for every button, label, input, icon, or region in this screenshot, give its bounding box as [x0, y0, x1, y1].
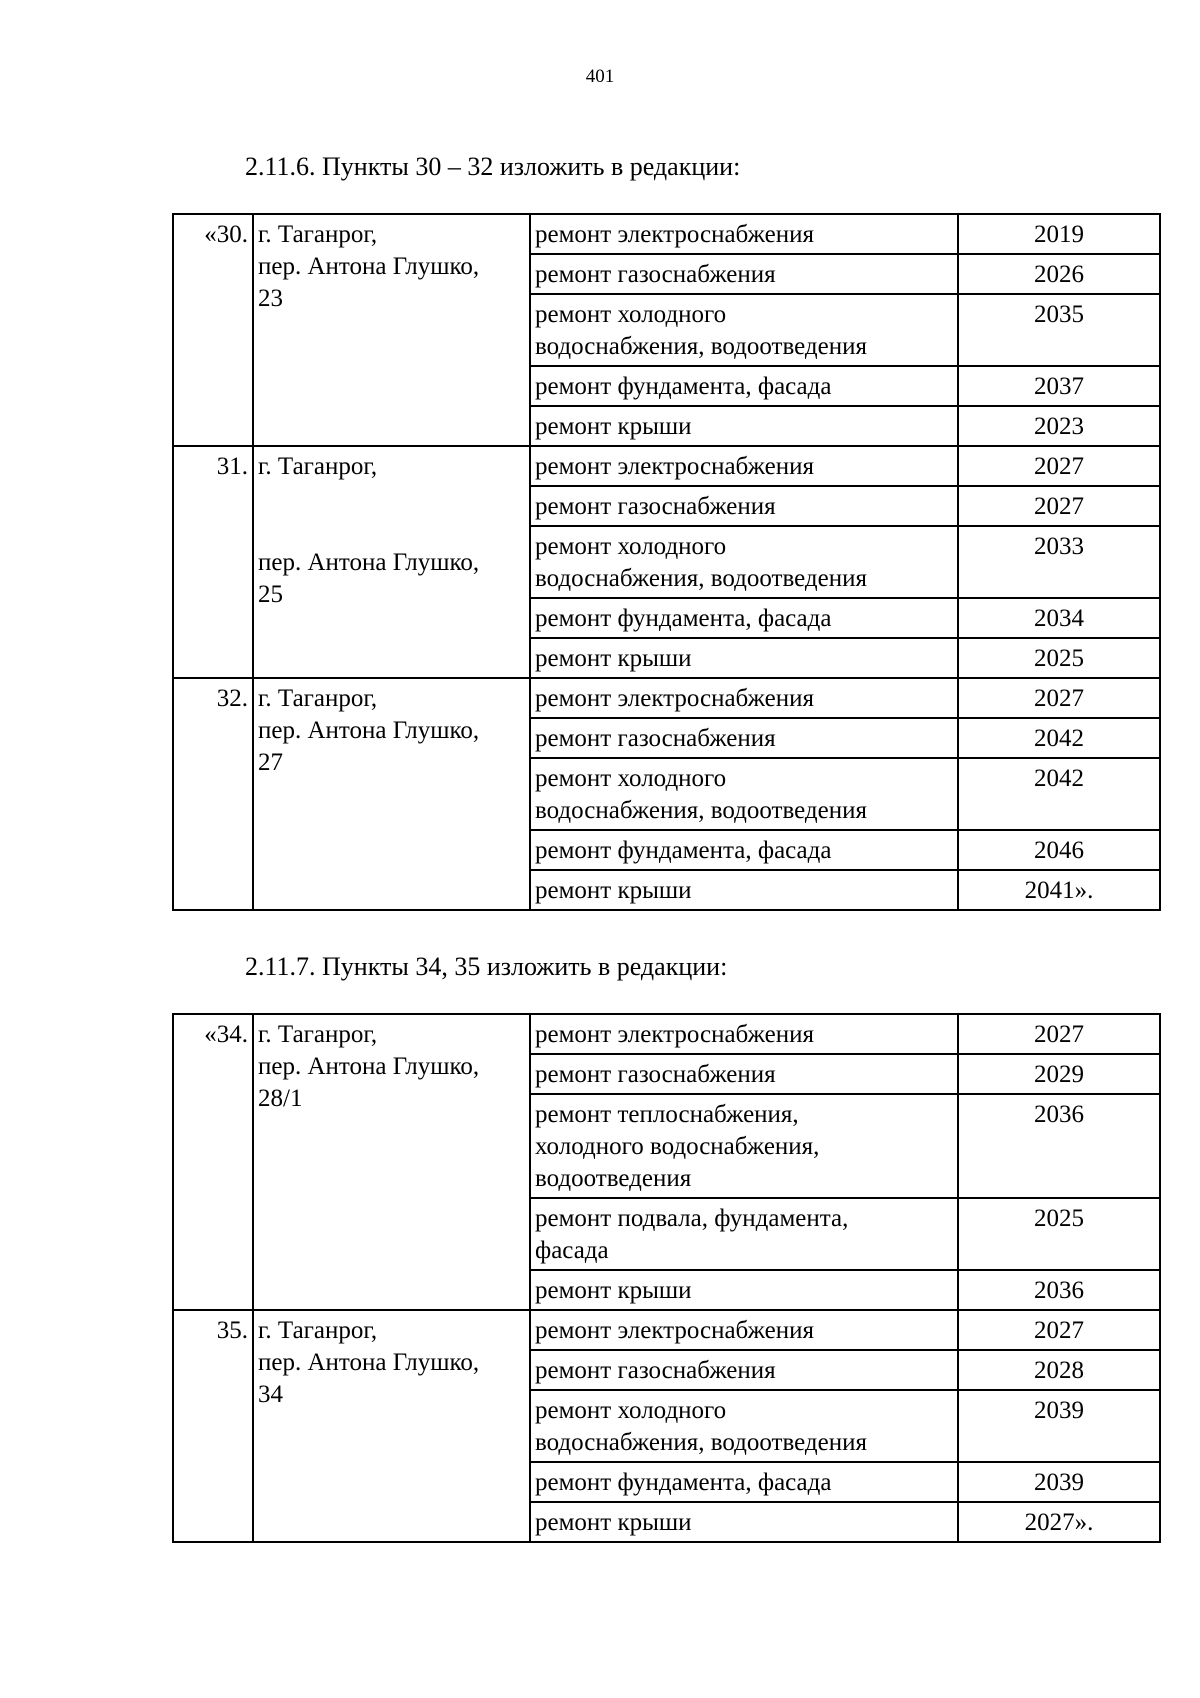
- work-type: ремонт холодного водоснабжения, водоотведения: [530, 294, 958, 366]
- work-type: ремонт фундамента, фасада: [530, 1462, 958, 1502]
- work-year: 2033: [958, 526, 1160, 598]
- work-year: 2035: [958, 294, 1160, 366]
- work-type: ремонт фундамента, фасада: [530, 366, 958, 406]
- page-number: 401: [585, 66, 615, 87]
- table-row: [173, 446, 1160, 486]
- work-year: 2026: [958, 254, 1160, 294]
- work-type: ремонт холодного водоснабжения, водоотведения: [530, 526, 958, 598]
- work-type: ремонт крыши: [530, 1502, 958, 1542]
- work-year: 2028: [958, 1350, 1160, 1390]
- work-year: 2034: [958, 598, 1160, 638]
- table-row: [173, 1014, 1160, 1054]
- item-address: г. Таганрог, пер. Антона Глушко, 34: [253, 1310, 530, 1542]
- work-type: ремонт газоснабжения: [530, 486, 958, 526]
- work-year: 2046: [958, 830, 1160, 870]
- section-heading-2: 2.11.7. Пункты 34, 35 изложить в редакции:: [245, 952, 728, 981]
- work-type: ремонт электроснабжения: [530, 1310, 958, 1350]
- work-year: 2036: [958, 1094, 1160, 1198]
- work-year: 2027: [958, 1014, 1160, 1054]
- work-year: 2039: [958, 1462, 1160, 1502]
- work-year: 2042: [958, 718, 1160, 758]
- work-type: ремонт фундамента, фасада: [530, 830, 958, 870]
- work-year: 2041».: [958, 870, 1160, 910]
- item-address: г. Таганрог, пер. Антона Глушко, 25: [253, 446, 530, 678]
- work-type: ремонт электроснабжения: [530, 1014, 958, 1054]
- work-year: 2036: [958, 1270, 1160, 1310]
- work-year: 2027».: [958, 1502, 1160, 1542]
- work-year: 2027: [958, 446, 1160, 486]
- work-type: ремонт фундамента, фасада: [530, 598, 958, 638]
- item-number: «30.: [173, 214, 253, 446]
- work-type: ремонт газоснабжения: [530, 718, 958, 758]
- work-year: 2027: [958, 678, 1160, 718]
- item-number: 32.: [173, 678, 253, 910]
- work-year: 2025: [958, 638, 1160, 678]
- table-row: [173, 678, 1160, 718]
- work-type: ремонт крыши: [530, 870, 958, 910]
- table-section-1: [172, 213, 1161, 911]
- item-address: г. Таганрог, пер. Антона Глушко, 23: [253, 214, 530, 446]
- section-heading-1: 2.11.6. Пункты 30 – 32 изложить в редакции:: [245, 152, 741, 181]
- work-type: ремонт электроснабжения: [530, 214, 958, 254]
- work-year: 2027: [958, 1310, 1160, 1350]
- work-year: 2037: [958, 366, 1160, 406]
- item-number: «34.: [173, 1014, 253, 1310]
- work-type: ремонт холодного водоснабжения, водоотведения: [530, 758, 958, 830]
- work-year: 2023: [958, 406, 1160, 446]
- work-year: 2042: [958, 758, 1160, 830]
- work-type: ремонт теплоснабжения, холодного водоснабжения, водоотведения: [530, 1094, 958, 1198]
- item-address: г. Таганрог, пер. Антона Глушко, 27: [253, 678, 530, 910]
- work-year: 2019: [958, 214, 1160, 254]
- work-type: ремонт крыши: [530, 638, 958, 678]
- table-section-2: [172, 1013, 1161, 1543]
- work-type: ремонт газоснабжения: [530, 1350, 958, 1390]
- table-row: [173, 214, 1160, 254]
- item-number: 35.: [173, 1310, 253, 1542]
- table-row: [173, 1310, 1160, 1350]
- work-year: 2039: [958, 1390, 1160, 1462]
- work-type: ремонт газоснабжения: [530, 1054, 958, 1094]
- work-year: 2029: [958, 1054, 1160, 1094]
- work-type: ремонт холодного водоснабжения, водоотведения: [530, 1390, 958, 1462]
- work-type: ремонт крыши: [530, 1270, 958, 1310]
- work-year: 2025: [958, 1198, 1160, 1270]
- work-type: ремонт электроснабжения: [530, 446, 958, 486]
- work-type: ремонт электроснабжения: [530, 678, 958, 718]
- item-number: 31.: [173, 446, 253, 678]
- work-type: ремонт подвала, фундамента, фасада: [530, 1198, 958, 1270]
- work-year: 2027: [958, 486, 1160, 526]
- work-type: ремонт крыши: [530, 406, 958, 446]
- work-type: ремонт газоснабжения: [530, 254, 958, 294]
- item-address: г. Таганрог, пер. Антона Глушко, 28/1: [253, 1014, 530, 1310]
